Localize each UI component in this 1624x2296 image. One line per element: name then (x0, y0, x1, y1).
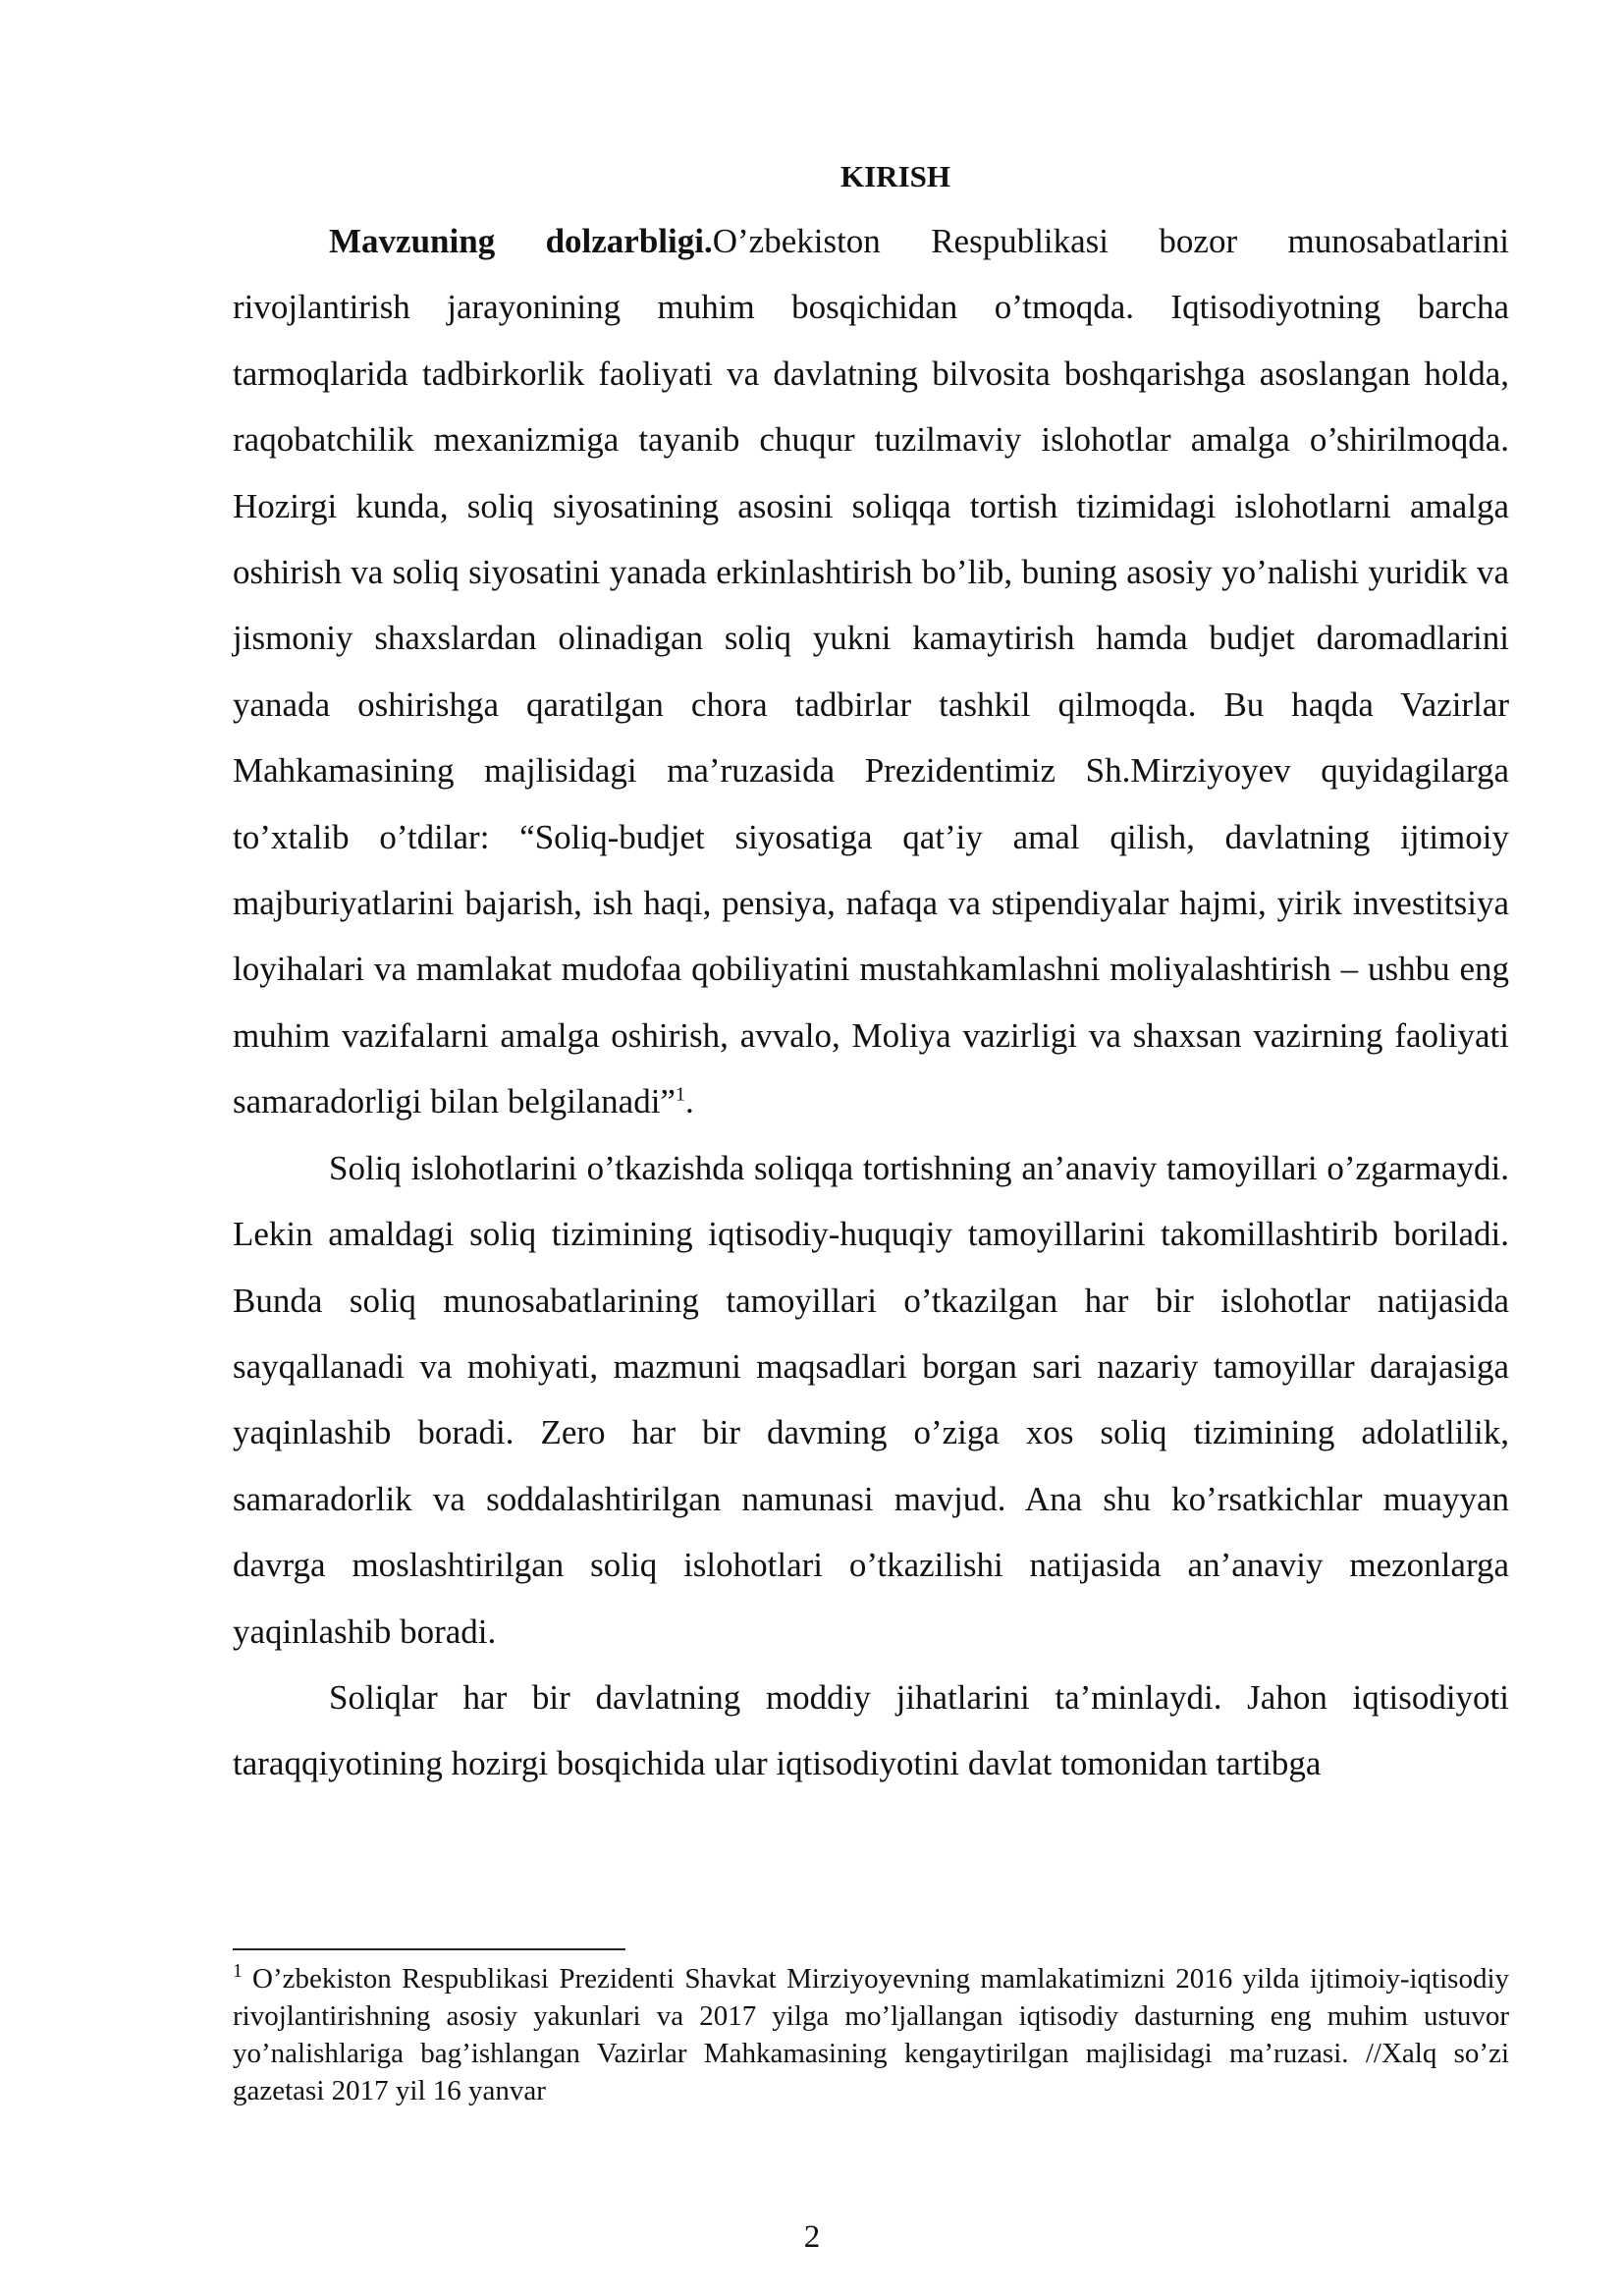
footnote-marker: 1 (233, 1960, 243, 1983)
footnote-reference[interactable]: 1 (675, 1083, 685, 1106)
footnote (233, 1960, 1509, 2109)
paragraph-lead: Mavzuning dolzarbligi. (329, 222, 713, 260)
page-number: 2 (803, 2219, 821, 2255)
paragraph-trailing: . (684, 1082, 694, 1121)
footnote-divider (233, 1948, 625, 1950)
paragraph-relevance (233, 208, 1509, 1135)
section-heading: KIRISH (840, 159, 950, 193)
paragraph-reforms: Soliq islohotlarini o’tkazishda soliqqa tortishning an’anaviy tamoyillari o’zgarmaydi. Lekin amaldagi soliq tizimining iqtisodiy-huquqiy tamoyillarini takomillashtirib boriladi. Bunda soliq munosabatlarining tamoyillari o’tkazilgan har bir islohotlar natijasida sayqallanadi va mohiyati, mazmuni maqsadlari borgan sari nazariy tamoyillar darajasiga yaqinlashib boradi. Zero har bir davming o’ziga xos soliq tizimining adolatlilik, samaradorlik va soddalashtirilgan namunasi mavjud. Ana shu ko’rsatkichlar muayyan davrga moslashtirilgan soliq islohotlari o’tkazilishi natijasida an’anaviy mezonlarga yaqinlashib boradi. (233, 1148, 1509, 1651)
paragraph-taxes: Soliqlar har bir davlatning moddiy jihatlarini ta’minlaydi. Jahon iqtisodiyoti taraqqiyotining hozirgi bosqichida ular iqtisodiyotini davlat tomonidan tartibga (233, 1677, 1509, 1783)
footnote-text: O’zbekiston Respublikasi Prezidenti Shavkat Mirziyoyevning mamlakatimizni 2016 yilda ijtimoiy-iqtisodiy rivojlantirishning asosiy yakunlari va 2017 yilga mo’ljallangan iqtisodiy dasturning eng muhim ustuvor yo’nalishlariga bag’ishlangan Vazirlar Mahkamasining kengaytirilgan majlisidagi ma’ruzasi. //Xalq so’zi gazetasi 2017 yil 16 yanvar (233, 1963, 1509, 2106)
paragraph-text: O’zbekiston Respublikasi bozor munosabatlarini rivojlantirish jarayonining muhim bosqichidan o’tmoqda. Iqtisodiyotning barcha tarmoqlarida tadbirkorlik faoliyati va davlatning bilvosita boshqarishga asoslangan holda, raqobatchilik mexanizmiga tayanib chuqur tuzilmaviy islohotlar amalga o’shirilmoqda. Hozirgi kunda, soliq siyosatining asosini soliqqa tortish tizimidagi islohotlarni amalga oshirish va soliq siyosatini yanada erkinlashtirish bo’lib, buning asosiy yo’nalishi yuridik va jismoniy shaxslardan olinadigan soliq yukni kamaytirish hamda budjet daromadlarini yanada oshirishga qaratilgan chora tadbirlar tashkil qilmoqda. Bu haqda Vazirlar Mahkamasining majlisidagi ma’ruzasida Prezidentimiz Sh.Mirziyoyev quyidagilarga to’xtalib o’tdilar: “Soliq-budjet siyosatiga qat’iy amal qilish, davlatning ijtimoiy majburiyatlarini bajarish, ish haqi, pensiya, nafaqa va stipendiyalar hajmi, yirik investitsiya loyihalari va mamlakat mudofaa qobiliyatini mustahkamlashni moliyalashtirish – ushbu eng muhim vazifalarni amalga oshirish, avvalo, Moliya vazirligi va shaxsan vazirning faoliyati samaradorligi bilan belgilanadi” (233, 222, 1509, 1121)
main-text (233, 147, 1509, 1797)
